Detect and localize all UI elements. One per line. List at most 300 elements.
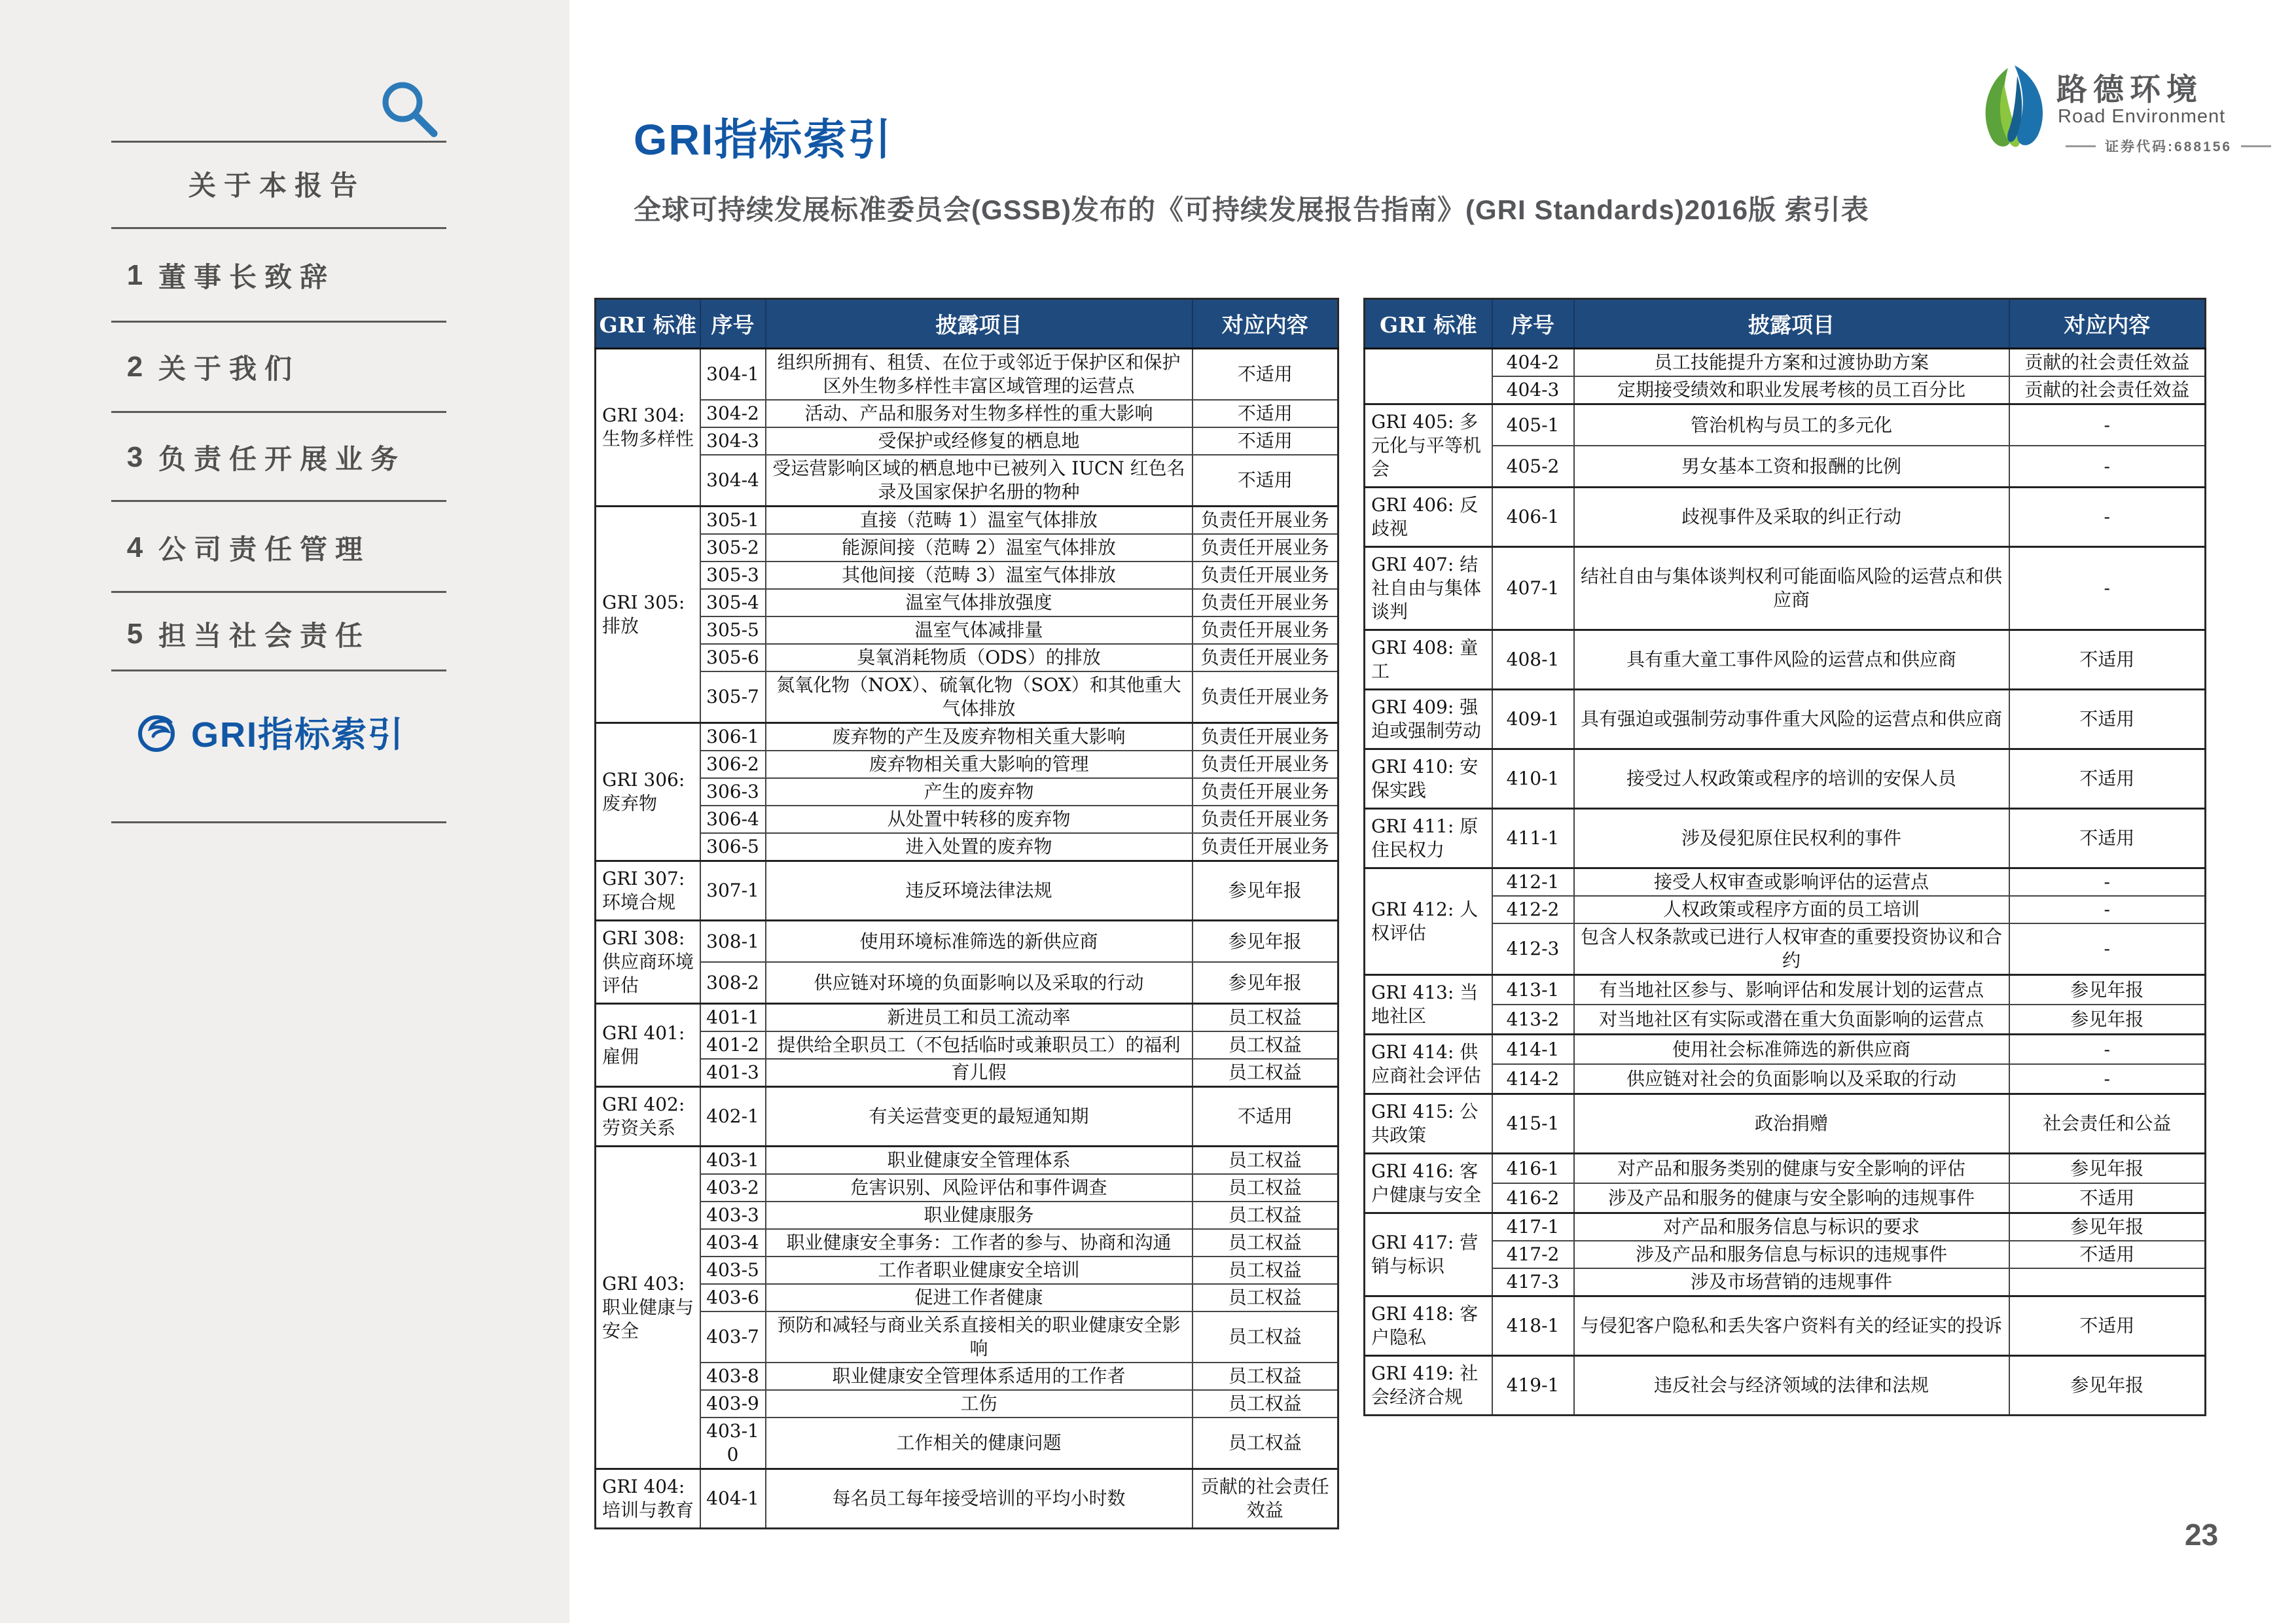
response-cell: - xyxy=(2009,547,2206,630)
gri-standard-cell: GRI 407: 结社自由与集体谈判 xyxy=(1365,547,1492,630)
table-row xyxy=(596,962,1338,1004)
gri-standard-cell: GRI 308: 供应商环境评估 xyxy=(596,921,700,1004)
response-cell: 员工权益 xyxy=(1193,1202,1338,1229)
disclosure-id-cell: 404-3 xyxy=(1492,376,1574,404)
sidebar-item-label: 公司责任管理 xyxy=(158,534,371,565)
response-cell: 员工权益 xyxy=(1193,1363,1338,1390)
response-cell: 负责任开展业务 xyxy=(1193,806,1338,833)
column-header: GRI 标准 xyxy=(596,299,700,349)
table-row xyxy=(596,455,1338,507)
table-row xyxy=(596,507,1338,535)
disclosure-item-cell: 促进工作者健康 xyxy=(766,1284,1193,1311)
response-cell: 不适用 xyxy=(2009,749,2206,809)
disclosure-id-cell: 308-1 xyxy=(700,921,766,963)
disclosure-item-cell: 涉及产品和服务的健康与安全影响的违规事件 xyxy=(1574,1183,2009,1213)
disclosure-item-cell: 定期接受绩效和职业发展考核的员工百分比 xyxy=(1574,376,2009,404)
response-cell: 不适用 xyxy=(2009,1296,2206,1356)
gri-standard-cell: GRI 410: 安保实践 xyxy=(1365,749,1492,809)
response-cell: 员工权益 xyxy=(1193,1390,1338,1418)
table-row xyxy=(596,1311,1338,1363)
table-row xyxy=(596,644,1338,671)
disclosure-id-cell: 413-2 xyxy=(1492,1005,1574,1035)
disclosure-item-cell: 温室气体排放强度 xyxy=(766,589,1193,616)
disclosure-id-cell: 401-2 xyxy=(700,1031,766,1059)
column-header: 对应内容 xyxy=(1193,299,1338,349)
table-row xyxy=(596,1059,1338,1087)
gri-standard-cell: GRI 404: 培训与教育 xyxy=(596,1469,700,1529)
disclosure-id-cell: 402-1 xyxy=(700,1087,766,1147)
response-cell: 员工权益 xyxy=(1193,1311,1338,1363)
disclosure-id-cell: 403-4 xyxy=(700,1229,766,1257)
table-row xyxy=(596,1418,1338,1469)
disclosure-id-cell: 401-3 xyxy=(700,1059,766,1087)
disclosure-item-cell: 结社自由与集体谈判权利可能面临风险的运营点和供应商 xyxy=(1574,547,2009,630)
sidebar-item-number: 4 xyxy=(126,531,143,563)
response-cell: 员工权益 xyxy=(1193,1229,1338,1257)
table-row xyxy=(596,589,1338,616)
table-row xyxy=(596,1284,1338,1311)
column-header: 披露项目 xyxy=(766,299,1193,349)
column-header: 披露项目 xyxy=(1574,299,2009,349)
disclosure-id-cell: 403-6 xyxy=(700,1284,766,1311)
table-row xyxy=(1365,809,2206,868)
response-cell: - xyxy=(2009,1064,2206,1094)
gri-standard-cell: GRI 419: 社会经济合规 xyxy=(1365,1356,1492,1416)
response-cell: 不适用 xyxy=(2009,690,2206,749)
sidebar-item-number: 5 xyxy=(126,618,143,650)
disclosure-id-cell: 412-3 xyxy=(1492,923,1574,975)
disclosure-id-cell: 305-3 xyxy=(700,562,766,589)
disclosure-item-cell: 工作者职业健康安全培训 xyxy=(766,1257,1193,1284)
disclosure-id-cell: 405-1 xyxy=(1492,404,1574,446)
table-row xyxy=(1365,1213,2206,1241)
disclosure-id-cell: 405-2 xyxy=(1492,446,1574,488)
disclosure-id-cell: 305-6 xyxy=(700,644,766,671)
response-cell: 员工权益 xyxy=(1193,1284,1338,1311)
table-row xyxy=(596,1469,1338,1529)
table-row xyxy=(596,861,1338,921)
gri-standard-cell: GRI 405: 多元化与平等机会 xyxy=(1365,404,1492,488)
table-row xyxy=(596,1004,1338,1032)
response-cell xyxy=(2009,1268,2206,1296)
disclosure-item-cell: 政治捐赠 xyxy=(1574,1094,2009,1154)
disclosure-item-cell: 直接（范畴 1）温室气体排放 xyxy=(766,507,1193,535)
sidebar-item-about-us[interactable] xyxy=(111,346,446,389)
disclosure-item-cell: 对产品和服务类别的健康与安全影响的评估 xyxy=(1574,1154,2009,1184)
disclosure-id-cell: 308-2 xyxy=(700,962,766,1004)
disclosure-item-cell: 使用环境标准筛选的新供应商 xyxy=(766,921,1193,963)
gri-standard-cell: GRI 307: 环境合规 xyxy=(596,861,700,921)
disclosure-item-cell: 接受人权审查或影响评估的运营点 xyxy=(1574,868,2009,897)
disclosure-item-cell: 使用社会标准筛选的新供应商 xyxy=(1574,1035,2009,1065)
response-cell: - xyxy=(2009,896,2206,923)
response-cell: 参见年报 xyxy=(2009,1154,2206,1184)
disclosure-id-cell: 414-2 xyxy=(1492,1064,1574,1094)
disclosure-id-cell: 304-2 xyxy=(700,400,766,427)
disclosure-item-cell: 受保护或经修复的栖息地 xyxy=(766,427,1193,455)
disclosure-id-cell: 305-1 xyxy=(700,507,766,535)
disclosure-id-cell: 412-1 xyxy=(1492,868,1574,897)
table-row xyxy=(596,921,1338,963)
logo-name-en: Road Environment xyxy=(2058,106,2226,127)
response-cell: 负责任开展业务 xyxy=(1193,589,1338,616)
response-cell: - xyxy=(2009,446,2206,488)
disclosure-id-cell: 306-3 xyxy=(700,778,766,806)
divider xyxy=(111,500,446,502)
sidebar-item-label: 董事长致辞 xyxy=(158,262,336,293)
gri-standard-cell: GRI 403: 职业健康与安全 xyxy=(596,1147,700,1469)
disclosure-id-cell: 306-5 xyxy=(700,833,766,861)
response-cell: - xyxy=(2009,404,2206,446)
sidebar-item-responsible-business[interactable] xyxy=(111,436,446,479)
table-row xyxy=(1365,547,2206,630)
disclosure-id-cell: 304-1 xyxy=(700,349,766,401)
disclosure-item-cell: 接受过人权政策或程序的培训的安保人员 xyxy=(1574,749,2009,809)
divider xyxy=(111,821,446,823)
gri-standard-cell: GRI 418: 客户隐私 xyxy=(1365,1296,1492,1356)
column-header: 对应内容 xyxy=(2009,299,2206,349)
disclosure-id-cell: 410-1 xyxy=(1492,749,1574,809)
disclosure-id-cell: 419-1 xyxy=(1492,1356,1574,1416)
column-header: 序号 xyxy=(700,299,766,349)
disclosure-id-cell: 403-9 xyxy=(700,1390,766,1418)
gri-index-table-left xyxy=(594,298,1339,1529)
response-cell: 贡献的社会责任效益 xyxy=(2009,349,2206,377)
logo-stock-code xyxy=(2056,136,2280,156)
column-header: 序号 xyxy=(1492,299,1574,349)
table-row xyxy=(1365,1296,2206,1356)
logo-name-cn: 路德环境 xyxy=(2056,72,2203,107)
table-row xyxy=(1365,975,2206,1005)
response-cell: 参见年报 xyxy=(2009,1213,2206,1241)
disclosure-item-cell: 供应链对社会的负面影响以及采取的行动 xyxy=(1574,1064,2009,1094)
response-cell: - xyxy=(2009,488,2206,547)
response-cell: 不适用 xyxy=(2009,630,2206,690)
divider xyxy=(111,669,446,671)
sidebar-item-gri-index[interactable] xyxy=(111,708,446,755)
dash-decoration xyxy=(2066,145,2096,147)
response-cell: 社会责任和公益 xyxy=(2009,1094,2206,1154)
response-cell: 参见年报 xyxy=(2009,1005,2206,1035)
response-cell: 不适用 xyxy=(1193,427,1338,455)
table-row xyxy=(596,562,1338,589)
table-row xyxy=(596,1363,1338,1390)
table-row xyxy=(596,427,1338,455)
disclosure-item-cell: 能源间接（范畴 2）温室气体排放 xyxy=(766,534,1193,562)
disclosure-id-cell: 403-7 xyxy=(700,1311,766,1363)
disclosure-item-cell: 组织所拥有、租赁、在位于或邻近于保护区和保护区外生物多样性丰富区域管理的运营点 xyxy=(766,349,1193,401)
response-cell: 负责任开展业务 xyxy=(1193,751,1338,778)
table-row xyxy=(596,616,1338,644)
response-cell: 负责任开展业务 xyxy=(1193,778,1338,806)
sidebar-item-chairman-message[interactable] xyxy=(111,254,446,297)
disclosure-id-cell: 403-5 xyxy=(700,1257,766,1284)
sidebar-item-number: 2 xyxy=(126,351,143,383)
disclosure-id-cell: 307-1 xyxy=(700,861,766,921)
disclosure-item-cell: 具有强迫或强制劳动事件重大风险的运营点和供应商 xyxy=(1574,690,2009,749)
gri-standard-cell: GRI 416: 客户健康与安全 xyxy=(1365,1154,1492,1213)
response-cell: 员工权益 xyxy=(1193,1031,1338,1059)
response-cell: 不适用 xyxy=(2009,809,2206,868)
sidebar-item-label: 关于本报告 xyxy=(188,170,366,201)
table-row xyxy=(1365,404,2206,446)
table-row xyxy=(1365,868,2206,897)
response-cell: 不适用 xyxy=(1193,400,1338,427)
disclosure-item-cell: 工伤 xyxy=(766,1390,1193,1418)
table-row xyxy=(596,1390,1338,1418)
disclosure-item-cell: 提供给全职员工（不包括临时或兼职员工）的福利 xyxy=(766,1031,1193,1059)
table-row xyxy=(1365,690,2206,749)
sidebar-item-social-responsibility[interactable] xyxy=(111,613,446,656)
globe-swirl-icon xyxy=(135,710,178,753)
disclosure-item-cell: 温室气体减排量 xyxy=(766,616,1193,644)
disclosure-item-cell: 供应链对环境的负面影响以及采取的行动 xyxy=(766,962,1193,1004)
disclosure-id-cell: 413-1 xyxy=(1492,975,1574,1005)
table-row xyxy=(596,349,1338,401)
response-cell: 员工权益 xyxy=(1193,1147,1338,1175)
gri-standard-cell: GRI 408: 童工 xyxy=(1365,630,1492,690)
disclosure-id-cell: 403-10 xyxy=(700,1418,766,1469)
disclosure-item-cell: 包含人权条款或已进行人权审查的重要投资协议和合约 xyxy=(1574,923,2009,975)
response-cell: 负责任开展业务 xyxy=(1193,616,1338,644)
disclosure-id-cell: 415-1 xyxy=(1492,1094,1574,1154)
response-cell: - xyxy=(2009,1035,2206,1065)
gri-standard-cell: GRI 417: 营销与标识 xyxy=(1365,1213,1492,1296)
table-row xyxy=(1365,349,2206,377)
gri-standard-cell: GRI 412: 人权评估 xyxy=(1365,868,1492,975)
gri-standard-cell: GRI 304: 生物多样性 xyxy=(596,349,700,507)
disclosure-item-cell: 人权政策或程序方面的员工培训 xyxy=(1574,896,2009,923)
response-cell: 不适用 xyxy=(2009,1183,2206,1213)
divider xyxy=(111,321,446,323)
table-row xyxy=(596,806,1338,833)
response-cell: 负责任开展业务 xyxy=(1193,562,1338,589)
table-row xyxy=(596,1202,1338,1229)
disclosure-item-cell: 受运营影响区域的栖息地中已被列入 IUCN 红色名录及国家保护名册的物种 xyxy=(766,455,1193,507)
disclosure-item-cell: 职业健康安全管理体系适用的工作者 xyxy=(766,1363,1193,1390)
disclosure-item-cell: 新进员工和员工流动率 xyxy=(766,1004,1193,1032)
response-cell: 不适用 xyxy=(1193,1087,1338,1147)
response-cell: 负责任开展业务 xyxy=(1193,644,1338,671)
disclosure-id-cell: 417-1 xyxy=(1492,1213,1574,1241)
table-row xyxy=(596,671,1338,723)
disclosure-item-cell: 涉及市场营销的违规事件 xyxy=(1574,1268,2009,1296)
sidebar-item-label: 负责任开展业务 xyxy=(158,444,406,474)
table-header-row xyxy=(1365,299,2206,349)
disclosure-id-cell: 416-2 xyxy=(1492,1183,1574,1213)
response-cell: 员工权益 xyxy=(1193,1004,1338,1032)
disclosure-id-cell: 304-3 xyxy=(700,427,766,455)
page-title: GRI指标索引 xyxy=(634,115,893,164)
divider xyxy=(111,141,446,143)
gri-standard-cell xyxy=(1365,349,1492,404)
disclosure-item-cell: 预防和减轻与商业关系直接相关的职业健康安全影响 xyxy=(766,1311,1193,1363)
disclosure-item-cell: 氮氧化物（NOX）、硫氧化物（SOX）和其他重大气体排放 xyxy=(766,671,1193,723)
gri-standard-cell: GRI 411: 原住民权力 xyxy=(1365,809,1492,868)
search-icon[interactable] xyxy=(376,77,442,143)
table-row xyxy=(596,751,1338,778)
gri-standard-cell: GRI 305: 排放 xyxy=(596,507,700,723)
response-cell: 员工权益 xyxy=(1193,1257,1338,1284)
sidebar-item-label: 关于我们 xyxy=(158,353,300,384)
disclosure-id-cell: 403-1 xyxy=(700,1147,766,1175)
response-cell: 参见年报 xyxy=(1193,962,1338,1004)
table-row xyxy=(1365,1154,2206,1184)
response-cell: - xyxy=(2009,923,2206,975)
disclosure-id-cell: 406-1 xyxy=(1492,488,1574,547)
disclosure-item-cell: 违反环境法律法规 xyxy=(766,861,1193,921)
table-row xyxy=(596,534,1338,562)
response-cell: 负责任开展业务 xyxy=(1193,534,1338,562)
disclosure-id-cell: 404-2 xyxy=(1492,349,1574,377)
disclosure-item-cell: 职业健康服务 xyxy=(766,1202,1193,1229)
disclosure-item-cell: 对当地社区有实际或潜在重大负面影响的运营点 xyxy=(1574,1005,2009,1035)
disclosure-item-cell: 男女基本工资和报酬的比例 xyxy=(1574,446,2009,488)
disclosure-id-cell: 418-1 xyxy=(1492,1296,1574,1356)
table-row xyxy=(1365,488,2206,547)
disclosure-item-cell: 臭氧消耗物质（ODS）的排放 xyxy=(766,644,1193,671)
gri-standard-cell: GRI 415: 公共政策 xyxy=(1365,1094,1492,1154)
response-cell: 负责任开展业务 xyxy=(1193,507,1338,535)
disclosure-id-cell: 403-3 xyxy=(700,1202,766,1229)
response-cell: 员工权益 xyxy=(1193,1059,1338,1087)
table-row xyxy=(1365,1094,2206,1154)
disclosure-item-cell: 从处置中转移的废弃物 xyxy=(766,806,1193,833)
divider xyxy=(111,411,446,413)
gri-standard-cell: GRI 406: 反歧视 xyxy=(1365,488,1492,547)
sidebar-item-responsibility-management[interactable] xyxy=(111,526,446,569)
response-cell: 不适用 xyxy=(2009,1241,2206,1268)
response-cell: 员工权益 xyxy=(1193,1418,1338,1469)
disclosure-id-cell: 306-4 xyxy=(700,806,766,833)
disclosure-id-cell: 417-2 xyxy=(1492,1241,1574,1268)
response-cell: 贡献的社会责任效益 xyxy=(2009,376,2206,404)
disclosure-item-cell: 有当地社区参与、影响评估和发展计划的运营点 xyxy=(1574,975,2009,1005)
disclosure-item-cell: 员工技能提升方案和过渡协助方案 xyxy=(1574,349,2009,377)
disclosure-item-cell: 其他间接（范畴 3）温室气体排放 xyxy=(766,562,1193,589)
sidebar-item-about-report[interactable] xyxy=(111,162,446,205)
table-row xyxy=(596,1147,1338,1175)
disclosure-id-cell: 304-4 xyxy=(700,455,766,507)
disclosure-item-cell: 管治机构与员工的多元化 xyxy=(1574,404,2009,446)
disclosure-id-cell: 417-3 xyxy=(1492,1268,1574,1296)
disclosure-item-cell: 育儿假 xyxy=(766,1059,1193,1087)
table-row xyxy=(596,833,1338,861)
gri-standard-cell: GRI 306: 废弃物 xyxy=(596,723,700,861)
disclosure-item-cell: 每名员工每年接受培训的平均小时数 xyxy=(766,1469,1193,1529)
gri-standard-cell: GRI 413: 当地社区 xyxy=(1365,975,1492,1035)
response-cell: 参见年报 xyxy=(2009,1356,2206,1416)
gri-standard-cell: GRI 409: 强迫或强制劳动 xyxy=(1365,690,1492,749)
column-header: GRI 标准 xyxy=(1365,299,1492,349)
divider xyxy=(111,591,446,593)
disclosure-item-cell: 歧视事件及采取的纠正行动 xyxy=(1574,488,2009,547)
table-row xyxy=(596,1174,1338,1202)
table-row xyxy=(596,778,1338,806)
table-row xyxy=(1365,630,2206,690)
disclosure-item-cell: 对产品和服务信息与标识的要求 xyxy=(1574,1213,2009,1241)
disclosure-item-cell: 与侵犯客户隐私和丢失客户资料有关的经证实的投诉 xyxy=(1574,1296,2009,1356)
response-cell: 参见年报 xyxy=(1193,921,1338,963)
disclosure-item-cell: 涉及侵犯原住民权利的事件 xyxy=(1574,809,2009,868)
table-row xyxy=(596,723,1338,751)
response-cell: 贡献的社会责任效益 xyxy=(1193,1469,1338,1529)
disclosure-item-cell: 工作相关的健康问题 xyxy=(766,1418,1193,1469)
sidebar-item-label: 担当社会责任 xyxy=(158,620,371,651)
disclosure-id-cell: 404-1 xyxy=(700,1469,766,1529)
disclosure-id-cell: 401-1 xyxy=(700,1004,766,1032)
disclosure-id-cell: 306-2 xyxy=(700,751,766,778)
response-cell: 不适用 xyxy=(1193,455,1338,507)
disclosure-item-cell: 涉及产品和服务信息与标识的违规事件 xyxy=(1574,1241,2009,1268)
stock-code-text: 证券代码:688156 xyxy=(2105,139,2233,154)
table-row xyxy=(1365,1356,2206,1416)
disclosure-item-cell: 具有重大童工事件风险的运营点和供应商 xyxy=(1574,630,2009,690)
disclosure-id-cell: 305-7 xyxy=(700,671,766,723)
disclosure-id-cell: 414-1 xyxy=(1492,1035,1574,1065)
gri-standard-cell: GRI 414: 供应商社会评估 xyxy=(1365,1035,1492,1094)
gri-standard-cell: GRI 401: 雇佣 xyxy=(596,1004,700,1087)
company-logo xyxy=(1978,64,2292,162)
disclosure-id-cell: 305-2 xyxy=(700,534,766,562)
disclosure-id-cell: 408-1 xyxy=(1492,630,1574,690)
disclosure-id-cell: 305-4 xyxy=(700,589,766,616)
response-cell: 员工权益 xyxy=(1193,1174,1338,1202)
table-row xyxy=(596,1257,1338,1284)
disclosure-id-cell: 416-1 xyxy=(1492,1154,1574,1184)
disclosure-item-cell: 活动、产品和服务对生物多样性的重大影响 xyxy=(766,400,1193,427)
disclosure-item-cell: 违反社会与经济领域的法律和法规 xyxy=(1574,1356,2009,1416)
disclosure-item-cell: 废弃物的产生及废弃物相关重大影响 xyxy=(766,723,1193,751)
response-cell: 参见年报 xyxy=(2009,975,2206,1005)
disclosure-id-cell: 306-1 xyxy=(700,723,766,751)
table-row xyxy=(1365,1035,2206,1065)
dash-decoration xyxy=(2241,145,2271,147)
sidebar xyxy=(0,0,569,1623)
gri-standard-cell: GRI 402: 劳资关系 xyxy=(596,1087,700,1147)
disclosure-item-cell: 职业健康安全管理体系 xyxy=(766,1147,1193,1175)
page-number: 23 xyxy=(2185,1518,2219,1552)
sidebar-item-number: 1 xyxy=(126,259,143,291)
table-row xyxy=(596,1087,1338,1147)
response-cell: 不适用 xyxy=(1193,349,1338,401)
table-row xyxy=(596,1229,1338,1257)
table-header-row xyxy=(596,299,1338,349)
disclosure-item-cell: 危害识别、风险评估和事件调查 xyxy=(766,1174,1193,1202)
disclosure-id-cell: 409-1 xyxy=(1492,690,1574,749)
response-cell: 负责任开展业务 xyxy=(1193,723,1338,751)
disclosure-item-cell: 产生的废弃物 xyxy=(766,778,1193,806)
sidebar-item-number: 3 xyxy=(126,441,143,473)
response-cell: - xyxy=(2009,868,2206,897)
disclosure-item-cell: 有关运营变更的最短通知期 xyxy=(766,1087,1193,1147)
sidebar-item-label: GRI指标索引 xyxy=(191,715,405,755)
disclosure-item-cell: 进入处置的废弃物 xyxy=(766,833,1193,861)
disclosure-item-cell: 废弃物相关重大影响的管理 xyxy=(766,751,1193,778)
response-cell: 负责任开展业务 xyxy=(1193,833,1338,861)
disclosure-id-cell: 305-5 xyxy=(700,616,766,644)
page-subtitle: 全球可持续发展标准委员会(GSSB)发布的《可持续发展报告指南》(GRI Standards)2016版 索引表 xyxy=(634,194,1869,225)
disclosure-id-cell: 412-2 xyxy=(1492,896,1574,923)
disclosure-id-cell: 411-1 xyxy=(1492,809,1574,868)
disclosure-item-cell: 职业健康安全事务：工作者的参与、协商和沟通 xyxy=(766,1229,1193,1257)
gri-index-table-right xyxy=(1363,298,2206,1416)
response-cell: 负责任开展业务 xyxy=(1193,671,1338,723)
response-cell: 参见年报 xyxy=(1193,861,1338,921)
divider xyxy=(111,227,446,229)
disclosure-id-cell: 407-1 xyxy=(1492,547,1574,630)
table-row xyxy=(1365,749,2206,809)
